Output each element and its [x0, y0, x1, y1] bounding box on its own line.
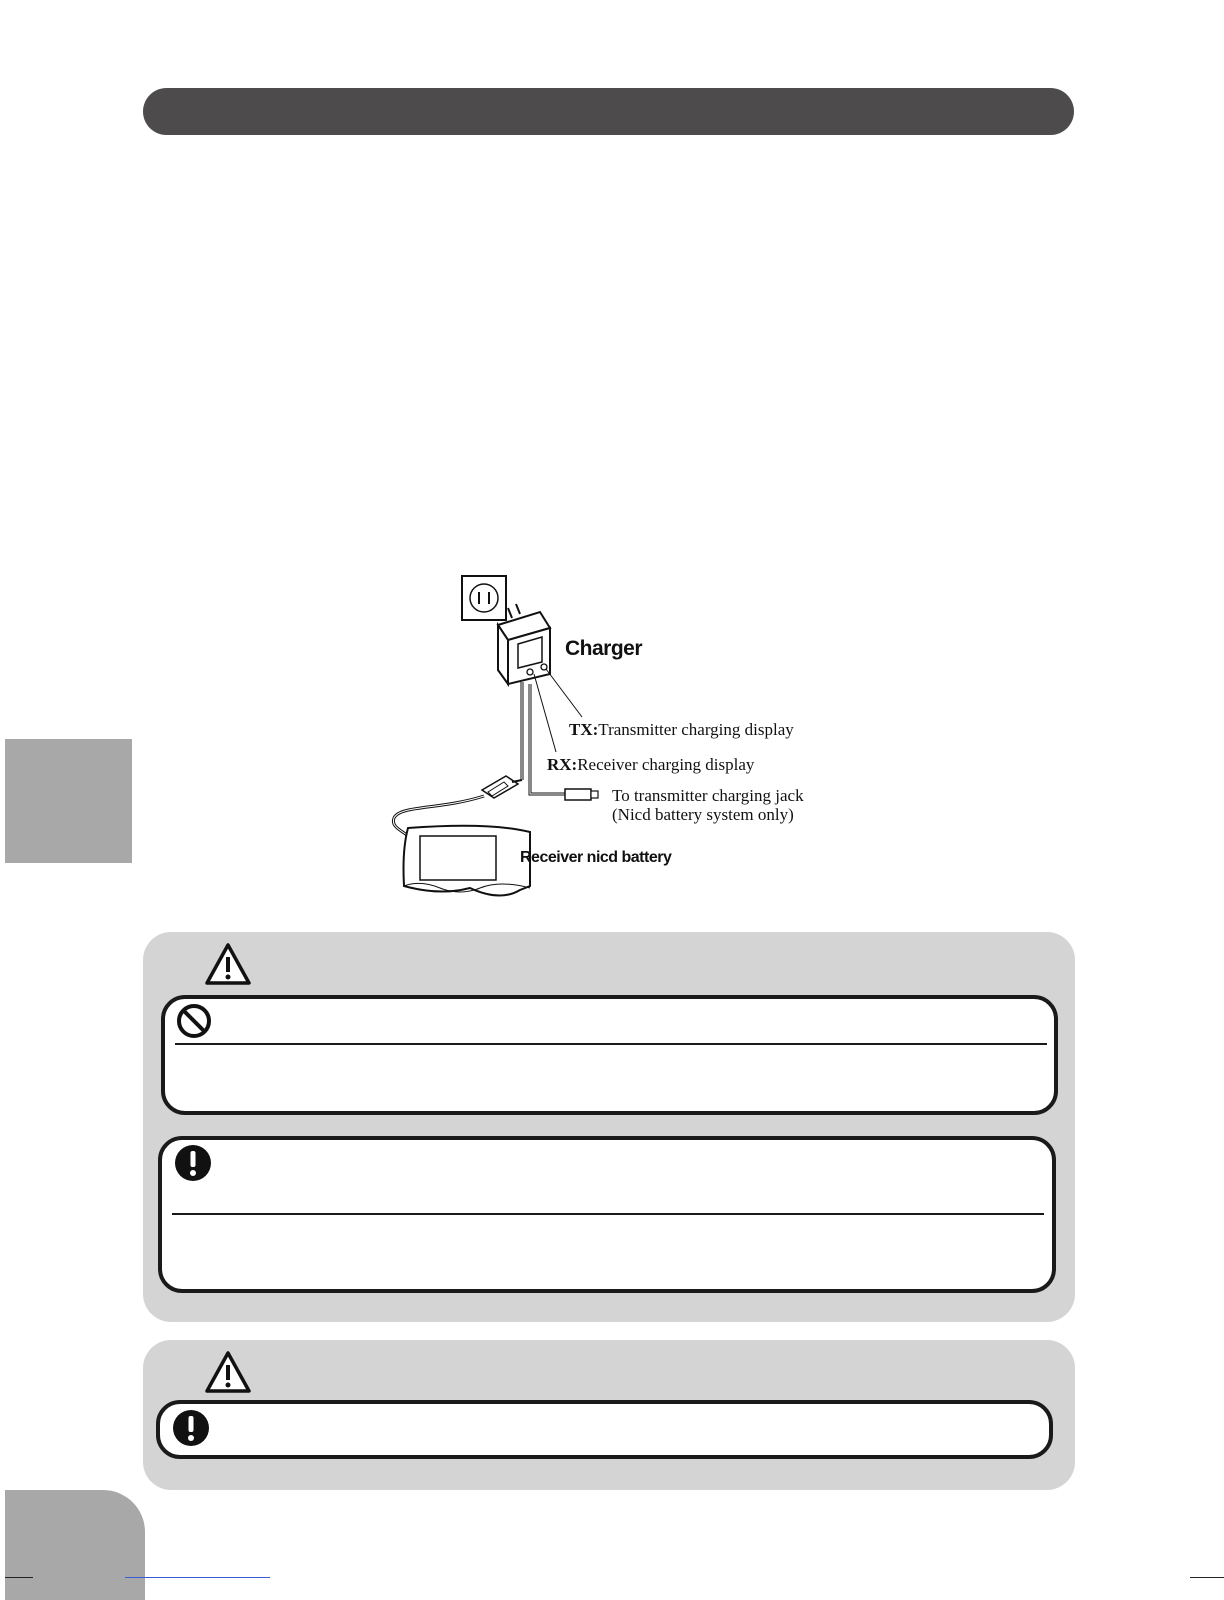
rx-label-row: [547, 755, 754, 775]
receiver-battery-icon: [404, 826, 531, 896]
prohibited-icon: [175, 1002, 213, 1040]
footer-link-underline: [125, 1577, 270, 1578]
tx-jack-plug-icon: [565, 789, 598, 800]
warning-triangle-icon: [204, 1350, 252, 1394]
footer-rule: [1190, 1577, 1224, 1578]
notice-divider: [175, 1043, 1047, 1045]
chapter-side-tab: [5, 739, 132, 863]
mandatory-notice-box: [158, 1136, 1056, 1293]
tx-label-row: [569, 720, 794, 740]
rx-connector-icon: [482, 776, 518, 798]
charger-connection-diagram: [380, 570, 850, 915]
tx-label: TX:: [569, 720, 599, 739]
notice-divider: [172, 1213, 1044, 1215]
charger-label: Charger: [565, 637, 643, 660]
rx-description: Receiver charging display: [577, 755, 755, 774]
section-title-bar: [143, 88, 1074, 135]
warning-panel: [143, 932, 1075, 1322]
rx-label: RX:: [547, 755, 578, 774]
charger-icon: [498, 612, 550, 684]
mandatory-notice-box: [156, 1400, 1053, 1459]
exclamation-icon: [172, 1409, 210, 1447]
jack-label-line2: (Nicd battery system only): [612, 805, 794, 824]
battery-label: Receiver nicd battery: [520, 849, 672, 866]
caution-panel: [143, 1340, 1075, 1490]
jack-label-line1: To transmitter charging jack: [612, 786, 804, 805]
tx-description: Transmitter charging display: [598, 720, 794, 739]
exclamation-icon: [174, 1144, 212, 1182]
prohibited-notice-box: [161, 995, 1058, 1115]
wall-outlet-icon: [462, 576, 506, 620]
footer-rule: [5, 1577, 33, 1578]
warning-triangle-icon: [204, 942, 252, 986]
